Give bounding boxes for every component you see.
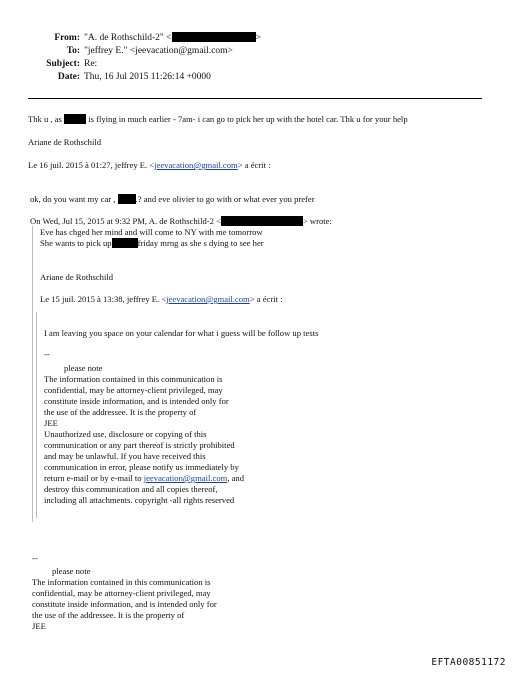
subject-value: Re:: [84, 59, 98, 69]
message-line: She wants to pick up friday mrng as she s dying to see her: [40, 238, 264, 248]
from-value: "A. de Rothschild-2" < >: [84, 33, 261, 43]
message-line: Eve has chged her mind and will come to NY with me tomorrow: [40, 227, 263, 237]
redaction-block: [118, 194, 136, 204]
disclaimer-line: confidential, may be attorney-client privileged, may: [32, 588, 211, 598]
signature: Ariane de Rothschild: [40, 272, 114, 282]
signature: Ariane de Rothschild: [28, 137, 102, 147]
email-link[interactable]: jeevacation@gmail.com: [154, 160, 238, 170]
subject-label: Subject:: [46, 59, 80, 69]
note-title: please note: [64, 363, 103, 373]
disclaimer-line: Unauthorized use, disclosure or copying of this: [44, 429, 207, 439]
disclaimer-line: communication in error, please notify us immediately by: [44, 462, 239, 472]
to-label: To:: [66, 46, 80, 56]
disclaimer-block: [32, 577, 217, 632]
date-label: Date:: [57, 72, 80, 82]
message-line: Thk u , as is flying in much earlier - 7am- i can go to pick her up with the hotel car. Thk u for your help: [28, 114, 408, 124]
disclaimer-line: the use of the addressee. It is the property of: [32, 610, 185, 620]
quote-header: On Wed, Jul 15, 2015 at 9:32 PM, A. de Rothschild-2 < > wrote:: [30, 216, 332, 226]
quote-header: Le 15 juil. 2015 à 13:38, jeffrey E. <jeevacation@gmail.com> a écrit :: [40, 294, 283, 304]
to-value: "jeffrey E." <jeevacation@gmail.com>: [84, 46, 233, 56]
redaction-block: [172, 32, 256, 42]
email-link[interactable]: jeevacation@gmail.com: [143, 473, 228, 483]
disclaimer-line: The information contained in this communication is: [44, 374, 223, 384]
message-line: I am leaving you space on your calendar for what i guess will be follow up tests: [44, 328, 319, 338]
disclaimer-line: including all attachments. copyright -all rights reserved: [44, 495, 235, 505]
disclaimer-line: JEE: [44, 418, 58, 428]
disclaimer-block: [44, 374, 244, 506]
header-divider: [28, 98, 482, 99]
signature-separator: --: [32, 553, 38, 563]
disclaimer-line: constitute inside information, and is intended only for: [44, 396, 229, 406]
quote-header: Le 16 juil. 2015 à 01:27, jeffrey E. <jeevacation@gmail.com> a écrit :: [28, 160, 271, 170]
quote-bar: [36, 312, 37, 518]
disclaimer-line: and may be unlawful. If you have received this: [44, 451, 206, 461]
document-id: EFTA00851172: [431, 657, 506, 668]
quote-bar: [32, 226, 33, 522]
redaction-block: [64, 114, 86, 124]
disclaimer-line: JEE: [32, 621, 46, 631]
note-title: please note: [52, 566, 91, 576]
email-link[interactable]: jeevacation@gmail.com: [166, 294, 250, 304]
from-label: From:: [54, 33, 80, 43]
redaction-block: [112, 238, 138, 248]
disclaimer-line: return e-mail or by e-mail to jeevacation@gmail.com, and: [44, 473, 245, 483]
redaction-block: [221, 216, 303, 226]
disclaimer-line: communication or any part thereof is strictly prohibited: [44, 440, 235, 450]
disclaimer-line: the use of the addressee. It is the property of: [44, 407, 197, 417]
disclaimer-line: confidential, may be attorney-client privileged, may: [44, 385, 223, 395]
message-line: ok, do you want my car , .? and eve olivier to go with or what ever you prefer: [30, 194, 315, 204]
disclaimer-line: constitute inside information, and is intended only for: [32, 599, 217, 609]
date-value: Thu, 16 Jul 2015 11:26:14 +0000: [84, 72, 211, 82]
disclaimer-line: The information contained in this communication is: [32, 577, 211, 587]
disclaimer-line: destroy this communication and all copies thereof,: [44, 484, 218, 494]
signature-separator: --: [44, 349, 50, 359]
